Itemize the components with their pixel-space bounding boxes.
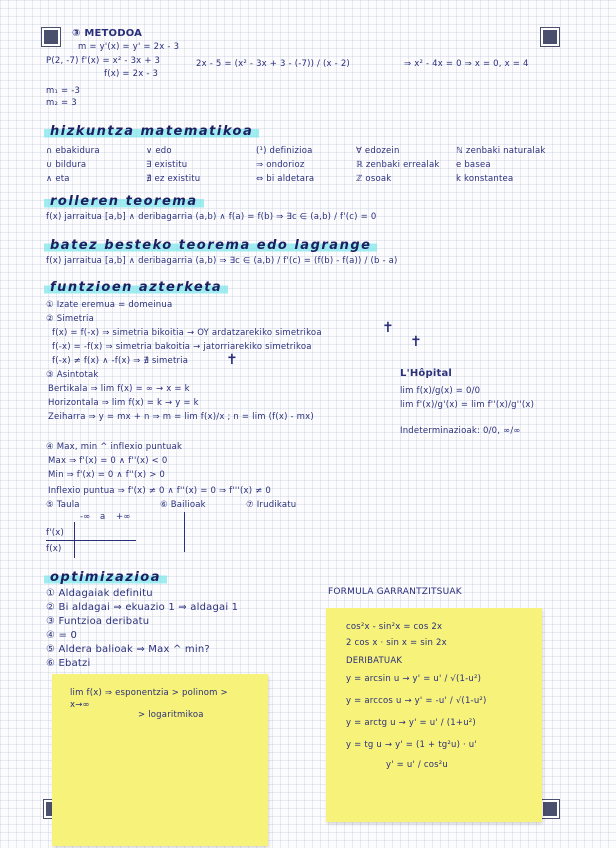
notation-symbol: ⇔ bi aldetara — [256, 174, 315, 184]
method-line-result: ⇒ x² - 4x = 0 ⇒ x = 0, x = 4 — [404, 59, 529, 69]
notation-symbol: ∨ edo — [146, 146, 172, 156]
lagrange-text: f(x) jarraitua [a,b] ∧ deribagarria (a,b) ⇒ ∃c ∈ (a,b) / f'(c) = (f(b) - f(a)) / (b - a) — [46, 256, 398, 266]
optimization-step: ① Aldagaiak definitu — [46, 588, 153, 599]
optimization-title: optimizazioa — [44, 570, 167, 585]
functions-item: Bertikala ⇒ lim f(x) = ∞ → x = k — [48, 384, 190, 394]
method-line-p: P(2, -7) f'(x) = x² - 3x + 3 — [46, 56, 161, 66]
notation-symbol: k konstantea — [456, 174, 514, 184]
functions-item: Max ⇒ f'(x) = 0 ∧ f''(x) < 0 — [48, 456, 168, 466]
optimization-step: ⑤ Aldera balioak ⇒ Max ^ min? — [46, 644, 210, 655]
formulas-heading: FORMULA GARRANTZITSUAK — [328, 587, 462, 597]
notation-symbol: ℕ zenbaki naturalak — [456, 146, 546, 156]
functions-item: Horizontala ⇒ lim f(x) = k → y = k — [48, 398, 199, 408]
optimization-step: ② Bi aldagai ⇒ ekuazio 1 ⇒ aldagai 1 — [46, 602, 239, 613]
notation-symbol: ∃ existitu — [146, 160, 188, 170]
cross-mark: ✝ — [410, 334, 422, 350]
formula-line: DERIBATUAK — [346, 656, 403, 666]
optimization-step: ④ = 0 — [46, 630, 78, 641]
sticky-note-limits — [52, 674, 268, 846]
corner-marker-icon — [541, 28, 559, 46]
optimization-step: ③ Funtzioa deribatu — [46, 616, 150, 627]
sticky-note-formulas — [326, 608, 542, 822]
functions-item: ⑥ Bailioak — [160, 500, 206, 510]
notation-symbol: ⇒ ondorioz — [256, 160, 305, 170]
table-header: a — [100, 512, 106, 522]
notation-symbol: ℤ osoak — [356, 174, 392, 184]
sticky-limits-line: lim f(x) ⇒ esponentzia > polinom > — [70, 688, 228, 698]
formula-line: y = arctg u → y' = u' / (1+u²) — [346, 718, 476, 728]
hopital-line: lim f(x)/g(x) = 0/0 — [400, 386, 481, 396]
table-header: +∞ — [116, 512, 131, 522]
functions-item: ⑦ Irudikatu — [246, 500, 297, 510]
functions-item: Zeiharra ⇒ y = mx + n ⇒ m = lim f(x)/x ; n = lim (f(x) - mx) — [48, 412, 314, 422]
hopital-title: L'Hôpital — [400, 368, 453, 379]
method-line-m: m = y'(x) = y' = 2x - 3 — [78, 42, 180, 52]
functions-item: ⑤ Taula — [46, 500, 80, 510]
table-header: -∞ — [80, 512, 91, 522]
functions-item: f(-x) ≠ f(x) ∧ -f(x) ⇒ ∄ simetria — [52, 356, 189, 366]
rolle-title: rolleren teorema — [44, 194, 204, 209]
notation-title: hizkuntza matematikoa — [44, 124, 259, 139]
hopital-line: Indeterminazioak: 0/0, ∞/∞ — [400, 426, 521, 436]
hopital-line: lim f'(x)/g'(x) = lim f''(x)/g''(x) — [400, 400, 535, 410]
method-line-f: f(x) = 2x - 3 — [104, 69, 159, 79]
sticky-limits-line: > logaritmikoa — [138, 710, 204, 720]
notation-symbol: ∩ ebakidura — [46, 146, 100, 156]
formula-line: 2 cos x · sin x = sin 2x — [346, 638, 447, 648]
table-row-label: f'(x) — [46, 528, 64, 538]
formula-line: cos²x - sin²x = cos 2x — [346, 622, 443, 632]
rolle-text: f(x) jarraitua [a,b] ∧ deribagarria (a,b) ∧ f(a) = f(b) ⇒ ∃c ∈ (a,b) / f'(c) = 0 — [46, 212, 377, 222]
formula-line: y' = u' / cos²u — [386, 760, 448, 770]
optimization-step: ⑥ Ebatzi — [46, 658, 91, 669]
functions-item: ④ Max, min ^ inflexio puntuak — [46, 442, 183, 452]
formula-line: y = arccos u → y' = -u' / √(1-u²) — [346, 696, 487, 706]
notation-symbol: e basea — [456, 160, 491, 170]
functions-item: f(-x) = -f(x) ⇒ simetria bakoitia → jatorriarekiko simetrikoa — [52, 342, 312, 352]
axis-line — [184, 512, 185, 552]
table-divider — [46, 540, 136, 541]
method-label: ③ METODOA — [72, 28, 143, 39]
corner-marker-icon — [541, 800, 559, 818]
sticky-limits-line: x→∞ — [70, 700, 90, 710]
notation-symbol: (¹) definizioa — [256, 146, 313, 156]
notation-symbol: ∪ bildura — [46, 160, 87, 170]
cross-mark: ✝ — [226, 352, 238, 368]
method-line-calc: 2x - 5 = (x² - 3x + 3 - (-7)) / (x - 2) — [196, 59, 350, 69]
lagrange-title: batez besteko teorema edo lagrange — [44, 238, 377, 253]
cross-mark: ✝ — [382, 320, 394, 336]
corner-marker-icon — [42, 28, 60, 46]
functions-item: Inflexio puntua ⇒ f'(x) ≠ 0 ∧ f''(x) = 0 ⇒ f'''(x) ≠ 0 — [48, 486, 271, 496]
formula-line: y = arcsin u → y' = u' / √(1-u²) — [346, 674, 482, 684]
functions-item: ③ Asintotak — [46, 370, 99, 380]
notation-symbol: ℝ zenbaki errealak — [356, 160, 440, 170]
functions-title: funtzioen azterketa — [44, 280, 228, 295]
method-m2: m₂ = 3 — [46, 98, 77, 108]
functions-item: ② Simetria — [46, 314, 94, 324]
functions-item: f(x) = f(-x) ⇒ simetria bikoitia → OY ardatzarekiko simetrikoa — [52, 328, 322, 338]
notation-symbol: ∧ eta — [46, 174, 70, 184]
notation-symbol: ∄ ez existitu — [146, 174, 201, 184]
method-m1: m₁ = -3 — [46, 86, 81, 96]
functions-item: Min ⇒ f'(x) = 0 ∧ f''(x) > 0 — [48, 470, 166, 480]
table-row-label: f(x) — [46, 544, 62, 554]
formula-line: y = tg u → y' = (1 + tg²u) · u' — [346, 740, 477, 750]
functions-item: ① Izate eremua = domeinua — [46, 300, 173, 310]
notation-symbol: ∀ edozein — [356, 146, 400, 156]
